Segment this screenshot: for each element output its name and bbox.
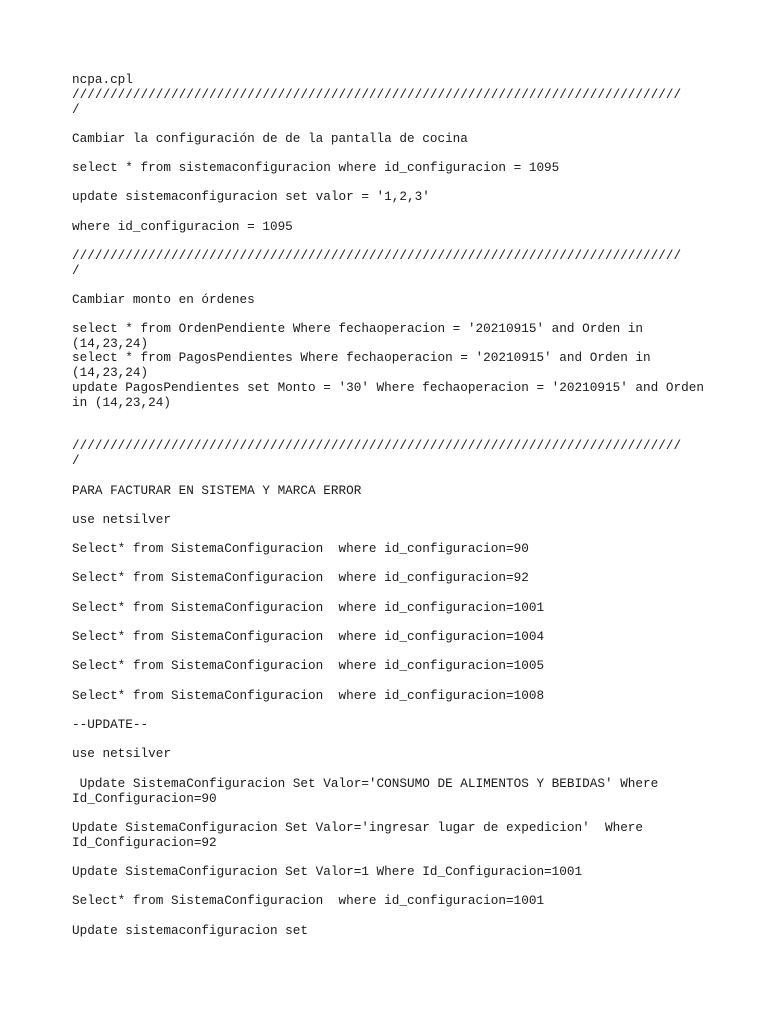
sql-line: (14,23,24) xyxy=(72,336,149,351)
sql-line: update PagosPendientes set Monto = '30' Where fechaoperacion = '20210915' and Orden xyxy=(72,380,704,395)
separator-line: //////////////////////////////////////////////////////////////////////////////// xyxy=(72,438,682,453)
separator-line: / xyxy=(72,102,80,117)
sql-line: select * from OrdenPendiente Where fechaoperacion = '20210915' and Orden in xyxy=(72,321,644,336)
separator-line: / xyxy=(72,453,80,468)
sql-line: Select* from SistemaConfiguracion where id_configuracion=92 xyxy=(72,570,529,585)
sql-line: select * from PagosPendientes Where fechaoperacion = '20210915' and Orden in xyxy=(72,350,651,365)
sql-comment: --UPDATE-- xyxy=(72,717,149,732)
sql-line: in (14,23,24) xyxy=(72,395,171,410)
section-heading: PARA FACTURAR EN SISTEMA Y MARCA ERROR xyxy=(72,483,362,498)
section-heading: Cambiar la configuración de de la pantalla de cocina xyxy=(72,131,468,146)
sql-line: select * from sistemaconfiguracion where id_configuracion = 1095 xyxy=(72,160,560,175)
sql-line: Select* from SistemaConfiguracion where id_configuracion=1004 xyxy=(72,629,545,644)
sql-line: Select* from SistemaConfiguracion where id_configuracion=1001 xyxy=(72,893,545,908)
sql-line: Update SistemaConfiguracion Set Valor='ingresar lugar de expedicion' Where xyxy=(72,820,644,835)
sql-line: use netsilver xyxy=(72,746,171,761)
sql-line: use netsilver xyxy=(72,512,171,527)
separator-line: //////////////////////////////////////////////////////////////////////////////// xyxy=(72,248,682,263)
separator-line: / xyxy=(72,263,80,278)
sql-line: where id_configuracion = 1095 xyxy=(72,219,293,234)
text-line: ncpa.cpl xyxy=(72,72,133,87)
section-heading: Cambiar monto en órdenes xyxy=(72,292,255,307)
sql-line: Id_Configuracion=90 xyxy=(72,791,217,806)
sql-line: Id_Configuracion=92 xyxy=(72,835,217,850)
sql-line: Select* from SistemaConfiguracion where id_configuracion=1005 xyxy=(72,658,545,673)
sql-line: update sistemaconfiguracion set valor = '1,2,3' xyxy=(72,189,430,204)
sql-line: (14,23,24) xyxy=(72,365,149,380)
sql-line: Select* from SistemaConfiguracion where id_configuracion=1008 xyxy=(72,688,545,703)
sql-line: Update SistemaConfiguracion Set Valor=1 Where Id_Configuracion=1001 xyxy=(72,864,583,879)
separator-line: //////////////////////////////////////////////////////////////////////////////// xyxy=(72,87,682,102)
sql-line: Update SistemaConfiguracion Set Valor='CONSUMO DE ALIMENTOS Y BEBIDAS' Where xyxy=(72,776,659,791)
sql-line: Select* from SistemaConfiguracion where id_configuracion=90 xyxy=(72,541,529,556)
sql-line: Select* from SistemaConfiguracion where id_configuracion=1001 xyxy=(72,600,545,615)
sql-line: Update sistemaconfiguracion set xyxy=(72,923,309,938)
